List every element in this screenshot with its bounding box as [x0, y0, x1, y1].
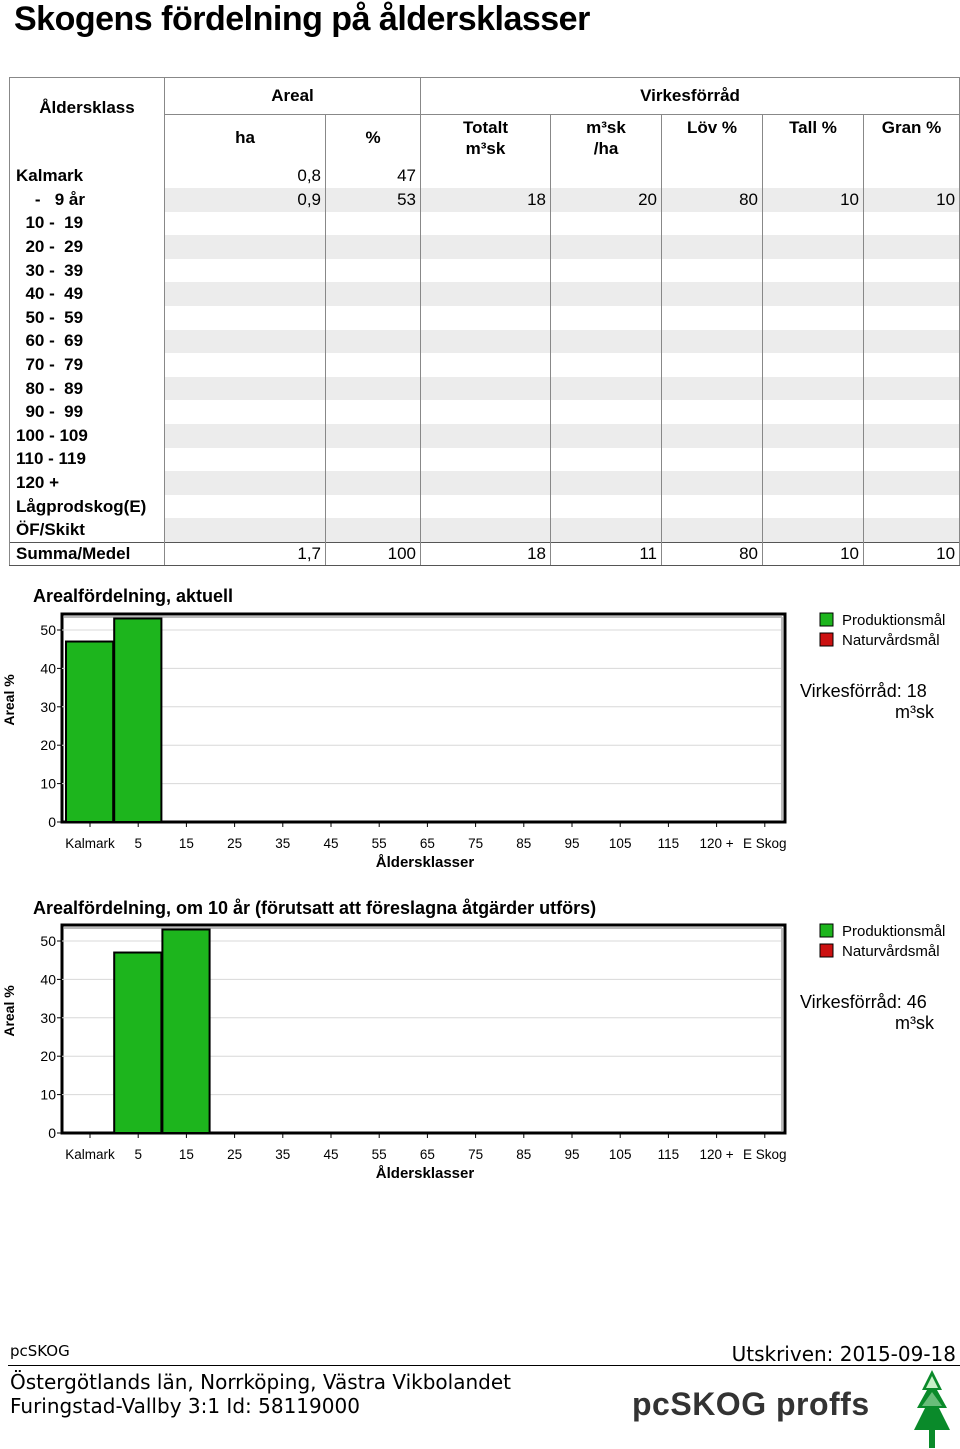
header-virkesforrad: Virkesförråd — [421, 78, 960, 115]
cell-lov — [662, 518, 763, 542]
cell-gran — [864, 282, 960, 306]
footer-property: Furingstad-Vallby 3:1 Id: 58119000 — [10, 1394, 360, 1418]
cell-lov — [662, 353, 763, 377]
y-tick-label: 30 — [40, 1009, 56, 1026]
x-tick-label: 45 — [323, 1147, 339, 1162]
cell-m3ha — [551, 165, 662, 189]
cell-tot — [421, 353, 551, 377]
cell-lov — [662, 400, 763, 424]
cell-tot — [421, 424, 551, 448]
cell-tall — [763, 259, 864, 283]
row-label: 20 - 29 — [10, 235, 165, 259]
cell-gran — [864, 471, 960, 495]
x-tick-label: 15 — [178, 1147, 194, 1162]
x-tick-label: 120 + — [699, 1147, 734, 1162]
sum-tall: 10 — [763, 542, 864, 566]
cell-tot: 18 — [421, 188, 551, 212]
x-tick-label: Kalmark — [65, 836, 115, 851]
x-tick-label: 95 — [564, 836, 580, 851]
footer-printed: Utskriven: 2015-09-18 — [731, 1342, 956, 1366]
cell-ha — [165, 518, 326, 542]
cell-gran — [864, 165, 960, 189]
cell-gran — [864, 330, 960, 354]
row-label: 90 - 99 — [10, 400, 165, 424]
legend-label: Naturvårdsmål — [842, 632, 940, 649]
cell-m3ha — [551, 424, 662, 448]
cell-lov — [662, 424, 763, 448]
chart1-title: Arealfördelning, aktuell — [33, 586, 234, 606]
cell-tall — [763, 400, 864, 424]
row-label: 100 - 109 — [10, 424, 165, 448]
row-label: 70 - 79 — [10, 353, 165, 377]
sum-tot: 18 — [421, 542, 551, 566]
sum-m3ha: 11 — [551, 542, 662, 566]
cell-tall — [763, 377, 864, 401]
row-label: - 9 år — [10, 188, 165, 212]
cell-tot — [421, 165, 551, 189]
cell-tot — [421, 259, 551, 283]
table-row — [10, 282, 960, 306]
table-row — [10, 495, 960, 519]
table-row — [10, 330, 960, 354]
cell-lov — [662, 306, 763, 330]
y-tick-label: 50 — [40, 933, 56, 949]
cell-m3ha — [551, 448, 662, 472]
cell-m3ha — [551, 377, 662, 401]
footer-app: pcSKOG — [10, 1342, 70, 1360]
table-row — [10, 235, 960, 259]
y-axis-label: Areal % — [1, 674, 17, 726]
table-row — [10, 188, 960, 212]
table-row — [10, 377, 960, 401]
x-tick-label: 5 — [134, 1147, 142, 1162]
cell-m3ha — [551, 400, 662, 424]
cell-tall — [763, 330, 864, 354]
cell-ha — [165, 448, 326, 472]
cell-tall — [763, 495, 864, 519]
virkesforrad-unit: m³sk — [895, 702, 934, 722]
cell-tall — [763, 235, 864, 259]
row-label: 50 - 59 — [10, 306, 165, 330]
table-row — [10, 165, 960, 189]
cell-m3ha: 20 — [551, 188, 662, 212]
table-row — [10, 448, 960, 472]
x-axis-label: Åldersklasser — [375, 1165, 475, 1182]
cell-gran — [864, 448, 960, 472]
row-label: 80 - 89 — [10, 377, 165, 401]
y-tick-label: 40 — [40, 971, 56, 988]
row-label: ÖF/Skikt — [10, 518, 165, 542]
cell-m3ha — [551, 353, 662, 377]
header-totalt: Totalt m³sk — [421, 115, 551, 165]
cell-ha — [165, 235, 326, 259]
sum-pct: 100 — [326, 542, 421, 566]
legend-label: Produktionsmål — [842, 923, 946, 940]
cell-pct — [326, 353, 421, 377]
x-tick-label: 85 — [516, 1147, 532, 1162]
header-pct: % — [326, 115, 421, 165]
row-label: 30 - 39 — [10, 259, 165, 283]
y-tick-label: 40 — [40, 660, 56, 677]
cell-pct — [326, 377, 421, 401]
header-m3ha: m³sk /ha — [551, 115, 662, 165]
x-tick-label: 65 — [419, 1147, 435, 1162]
x-tick-label: 95 — [564, 1147, 580, 1162]
cell-lov — [662, 212, 763, 236]
cell-tall — [763, 353, 864, 377]
cell-ha — [165, 212, 326, 236]
legend-swatch — [820, 944, 833, 957]
y-tick-label: 0 — [48, 1125, 56, 1141]
cell-pct — [326, 259, 421, 283]
cell-m3ha — [551, 495, 662, 519]
cell-gran — [864, 518, 960, 542]
x-tick-label: 65 — [419, 836, 435, 851]
chart2-title: Arealfördelning, om 10 år (förutsatt att föreslagna åtgärder utförs) — [33, 898, 597, 918]
row-label: Kalmark — [10, 165, 165, 189]
cell-tall — [763, 282, 864, 306]
table-row — [10, 400, 960, 424]
x-tick-label: 45 — [323, 836, 339, 851]
sum-label: Summa/Medel — [10, 542, 165, 566]
cell-pct — [326, 448, 421, 472]
legend-swatch — [820, 613, 833, 626]
header-aldersklass: Åldersklass — [10, 78, 165, 165]
y-tick-label: 0 — [48, 814, 56, 830]
header-areal: Areal — [165, 78, 421, 115]
bar — [114, 618, 161, 822]
cell-ha — [165, 424, 326, 448]
cell-gran — [864, 212, 960, 236]
tree-logo-icon — [912, 1368, 952, 1449]
row-label: 120 + — [10, 471, 165, 495]
table-row — [10, 212, 960, 236]
cell-ha — [165, 259, 326, 283]
cell-tot — [421, 495, 551, 519]
bar — [66, 642, 113, 822]
cell-m3ha — [551, 212, 662, 236]
cell-tall: 10 — [763, 188, 864, 212]
x-tick-label: 75 — [468, 1147, 484, 1162]
cell-m3ha — [551, 282, 662, 306]
row-label: 10 - 19 — [10, 212, 165, 236]
cell-tot — [421, 306, 551, 330]
y-tick-label: 10 — [40, 775, 56, 792]
cell-lov — [662, 448, 763, 472]
cell-tot — [421, 330, 551, 354]
table-sum-row — [10, 542, 960, 566]
cell-tall — [763, 424, 864, 448]
row-label: 60 - 69 — [10, 330, 165, 354]
cell-ha — [165, 400, 326, 424]
x-axis-label: Åldersklasser — [375, 854, 475, 871]
row-label: Lågprodskog(E) — [10, 495, 165, 519]
cell-tall — [763, 212, 864, 236]
cell-m3ha — [551, 471, 662, 495]
cell-tall — [763, 165, 864, 189]
chart-areal-10ar — [0, 911, 960, 1201]
x-tick-label: 75 — [468, 836, 484, 851]
cell-gran — [864, 400, 960, 424]
cell-tot — [421, 471, 551, 495]
sum-gran: 10 — [864, 542, 960, 566]
cell-gran — [864, 377, 960, 401]
cell-m3ha — [551, 235, 662, 259]
cell-gran — [864, 495, 960, 519]
x-tick-label: E Skog — [743, 836, 787, 851]
virkesforrad-note: Virkesförråd: 46 — [800, 992, 927, 1012]
cell-lov — [662, 259, 763, 283]
cell-ha — [165, 377, 326, 401]
y-tick-label: 30 — [40, 698, 56, 715]
cell-m3ha — [551, 259, 662, 283]
cell-gran — [864, 353, 960, 377]
sum-lov: 80 — [662, 542, 763, 566]
y-tick-label: 20 — [40, 737, 56, 754]
x-tick-label: 55 — [371, 1147, 387, 1162]
cell-tot — [421, 235, 551, 259]
x-tick-label: 5 — [134, 836, 142, 851]
cell-ha — [165, 353, 326, 377]
x-tick-label: 35 — [275, 836, 291, 851]
footer-logo-text: pcSKOG proffs — [632, 1386, 870, 1422]
row-label: 110 - 119 — [10, 448, 165, 472]
cell-lov — [662, 471, 763, 495]
sum-ha: 1,7 — [165, 542, 326, 566]
x-tick-label: 120 + — [699, 836, 734, 851]
cell-m3ha — [551, 518, 662, 542]
cell-m3ha — [551, 306, 662, 330]
cell-pct — [326, 212, 421, 236]
cell-gran — [864, 259, 960, 283]
cell-lov — [662, 377, 763, 401]
page-title: Skogens fördelning på åldersklasser — [14, 0, 590, 38]
y-tick-label: 20 — [40, 1048, 56, 1065]
cell-pct — [326, 330, 421, 354]
cell-pct — [326, 235, 421, 259]
cell-gran — [864, 235, 960, 259]
x-tick-label: Kalmark — [65, 1147, 115, 1162]
cell-pct — [326, 282, 421, 306]
y-axis-label: Areal % — [1, 985, 17, 1037]
cell-pct — [326, 306, 421, 330]
cell-tot — [421, 212, 551, 236]
x-tick-label: 105 — [608, 1147, 632, 1162]
table-row — [10, 306, 960, 330]
age-class-table — [9, 77, 960, 566]
cell-lov — [662, 165, 763, 189]
legend-label: Produktionsmål — [842, 612, 946, 629]
cell-pct — [326, 471, 421, 495]
x-tick-label: 85 — [516, 836, 532, 851]
cell-tall — [763, 471, 864, 495]
chart-areal-aktuell — [0, 600, 960, 890]
x-tick-label: 115 — [657, 1147, 680, 1162]
x-tick-label: 25 — [227, 836, 243, 851]
cell-gran — [864, 306, 960, 330]
cell-pct: 53 — [326, 188, 421, 212]
cell-lov: 80 — [662, 188, 763, 212]
plot-frame — [62, 614, 785, 822]
cell-ha: 0,9 — [165, 188, 326, 212]
legend-label: Naturvårdsmål — [842, 943, 940, 960]
cell-ha — [165, 282, 326, 306]
cell-tall — [763, 448, 864, 472]
cell-ha: 0,8 — [165, 165, 326, 189]
cell-pct — [326, 495, 421, 519]
y-tick-label: 10 — [40, 1086, 56, 1103]
cell-tall — [763, 306, 864, 330]
x-tick-label: 25 — [227, 1147, 243, 1162]
table-row — [10, 424, 960, 448]
cell-pct — [326, 518, 421, 542]
virkesforrad-unit: m³sk — [895, 1013, 934, 1033]
header-gran: Gran % — [864, 115, 960, 165]
cell-ha — [165, 471, 326, 495]
cell-tot — [421, 400, 551, 424]
cell-tall — [763, 518, 864, 542]
virkesforrad-note: Virkesförråd: 18 — [800, 681, 927, 701]
row-label: 40 - 49 — [10, 282, 165, 306]
cell-m3ha — [551, 330, 662, 354]
legend-swatch — [820, 924, 833, 937]
x-tick-label: 115 — [657, 836, 680, 851]
cell-tot — [421, 377, 551, 401]
cell-gran: 10 — [864, 188, 960, 212]
table-row — [10, 518, 960, 542]
cell-lov — [662, 330, 763, 354]
cell-pct: 47 — [326, 165, 421, 189]
x-tick-label: 35 — [275, 1147, 291, 1162]
footer-divider — [8, 1365, 960, 1366]
table-row — [10, 471, 960, 495]
table-row — [10, 259, 960, 283]
cell-ha — [165, 330, 326, 354]
cell-lov — [662, 235, 763, 259]
footer-location: Östergötlands län, Norrköping, Västra Vikbolandet — [10, 1370, 511, 1394]
cell-gran — [864, 424, 960, 448]
x-tick-label: E Skog — [743, 1147, 787, 1162]
bar — [114, 953, 161, 1133]
cell-lov — [662, 282, 763, 306]
x-tick-label: 105 — [608, 836, 632, 851]
bar — [162, 929, 209, 1133]
cell-pct — [326, 424, 421, 448]
table-row — [10, 353, 960, 377]
cell-tot — [421, 518, 551, 542]
y-tick-label: 50 — [40, 622, 56, 638]
cell-tot — [421, 448, 551, 472]
header-ha: ha — [165, 115, 326, 165]
x-tick-label: 55 — [371, 836, 387, 851]
legend-swatch — [820, 633, 833, 646]
header-lov: Löv % — [662, 115, 763, 165]
x-tick-label: 15 — [178, 836, 194, 851]
cell-tot — [421, 282, 551, 306]
cell-lov — [662, 495, 763, 519]
cell-ha — [165, 495, 326, 519]
header-tall: Tall % — [763, 115, 864, 165]
cell-pct — [326, 400, 421, 424]
cell-ha — [165, 306, 326, 330]
